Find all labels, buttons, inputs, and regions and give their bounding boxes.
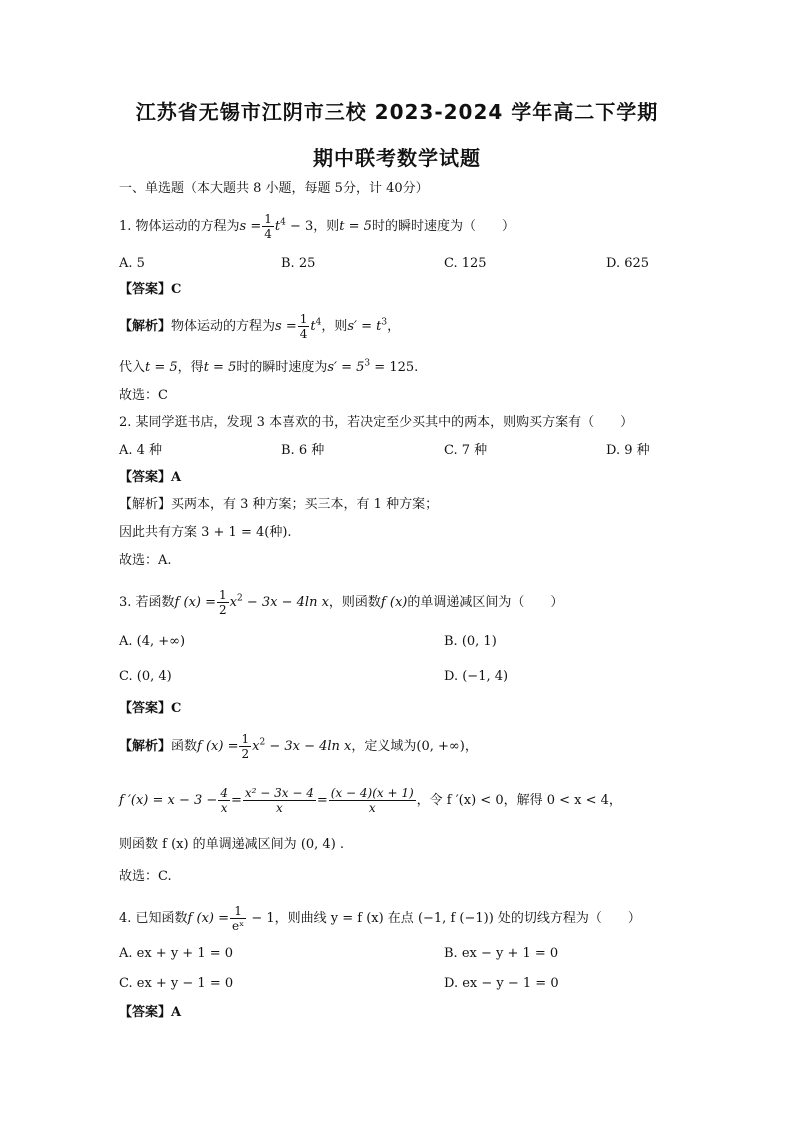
- q3-deriv-lhs: f ′(x) = x − 3 −: [119, 793, 218, 808]
- q1-analysis-label: 【解析】: [119, 319, 172, 334]
- q4-frac-num: 1: [230, 904, 246, 919]
- q1-fraction: [262, 212, 274, 241]
- q3-analysis-fx: f (x) =: [197, 739, 239, 754]
- q3-deriv-tail: ，令 f ′(x) < 0，解得 0 < x < 4，: [416, 793, 622, 808]
- q1-l2-b: t = 5: [145, 360, 178, 375]
- q3-analysis: [119, 732, 478, 761]
- q3-end: 的单调递减区间为（ ）: [407, 595, 564, 610]
- q1-stem: [119, 212, 515, 241]
- q1-s-eq: s =: [239, 219, 262, 234]
- q3-deriv-frac-1-den: x: [220, 801, 228, 815]
- q3-option-c: C. (0, 4): [119, 669, 172, 684]
- q1-analysis-pre: 物体运动的方程为: [171, 319, 276, 334]
- q1-option-d: D. 625: [606, 256, 650, 271]
- q4-fx: f (x) =: [187, 911, 229, 926]
- q1-pow: 4: [280, 217, 286, 228]
- q3-analysis-pre: 函数: [171, 739, 198, 754]
- q3-analysis-end: ，: [464, 739, 478, 754]
- q1-tail: t: [274, 219, 281, 234]
- q4-stem: [119, 904, 641, 933]
- q1-choose: 故选：C: [119, 388, 168, 403]
- q3-analysis-fraction: [239, 732, 251, 761]
- q1-t5: t = 5: [339, 219, 372, 234]
- q2-option-b: B. 6 种: [281, 443, 325, 458]
- q3-option-d: D. (−1, 4): [444, 669, 509, 684]
- q3-analysis-label: 【解析】: [119, 739, 172, 754]
- q1-l2-pow: 3: [364, 358, 371, 369]
- q1-frac-num: 1: [264, 212, 272, 226]
- q3-mid: ，则函数: [328, 595, 381, 610]
- q2-answer: 【答案】A: [119, 470, 182, 485]
- section-heading: 一、单选题（本大题共 8 小题，每题 5分，计 40分）: [119, 181, 429, 196]
- q1-frac-den: 4: [264, 227, 272, 241]
- q4-option-c: C. ex + y − 1 = 0: [119, 976, 234, 991]
- q3-fraction: [217, 588, 229, 617]
- q1-prefix: 1. 物体运动的方程为: [119, 219, 240, 234]
- q3-analysis-body: x: [252, 739, 260, 754]
- q3-body: x: [229, 595, 237, 610]
- q3-pow: 2: [236, 593, 243, 604]
- q3-option-a: A. (4, +∞): [119, 634, 186, 649]
- q2-analysis: 【解析】买两本，有 3 种方案；买三本，有 1 种方案；: [119, 497, 439, 512]
- q1-l2-a: 代入: [119, 360, 146, 375]
- q2-stem: 2. 某同学逛书店，发现 3 本喜欢的书，若决定至少买其中的两本，则购买方案有（ ）: [119, 415, 634, 430]
- q4-answer: 【答案】A: [119, 1005, 182, 1020]
- q1-option-c: C. 125: [444, 256, 487, 271]
- q3-deriv-frac-2: [243, 786, 316, 815]
- q1-option-b: B. 25: [281, 256, 316, 271]
- q3-analysis-frac-den: 2: [241, 747, 250, 761]
- q1-analysis-fraction: [298, 312, 310, 341]
- q1-analysis: [119, 312, 400, 341]
- q3-eq-1: =: [230, 793, 242, 808]
- q1-l2-f: s′ = 5: [327, 360, 365, 375]
- q3-frac-den: 2: [219, 603, 227, 617]
- q1-analysis-frac-den: 4: [299, 327, 308, 341]
- q3-analysis-frac-num: 1: [241, 732, 250, 746]
- q3-fx: f (x) =: [174, 595, 216, 610]
- q1-option-a: A. 5: [119, 256, 145, 271]
- q1-end: 时的瞬时速度为（ ）: [371, 219, 515, 234]
- q4-option-b: B. ex − y + 1 = 0: [444, 946, 559, 961]
- q4-fraction: [230, 904, 246, 933]
- q3-deriv-frac-2-num: x² − 3x − 4: [244, 786, 314, 800]
- q3-analysis-pow: 2: [259, 737, 266, 748]
- q4-rest: − 1: [247, 911, 275, 926]
- q3-option-b: B. (0, 1): [444, 634, 497, 649]
- q3-answer: 【答案】C: [119, 701, 182, 716]
- q3-deriv-frac-3-num: (x − 4)(x + 1): [330, 786, 414, 800]
- q1-analysis-end: ，: [387, 319, 401, 334]
- q3-deriv-frac-1-num: 4: [220, 786, 228, 800]
- q4-end: ，则曲线 y = f (x) 在点 (−1, f (−1)) 处的切线方程为（ ）: [274, 911, 641, 926]
- q3-analysis-mid: ，定义域为: [351, 739, 417, 754]
- q1-minus: − 3，则: [285, 219, 340, 234]
- q3-eq-2: =: [316, 793, 328, 808]
- q3-analysis-rest: − 3x − 4ln x: [265, 739, 352, 754]
- q1-l2-d: t = 5: [203, 360, 237, 375]
- q3-choose: 故选：C.: [119, 869, 172, 884]
- q1-analysis-line-2: [119, 359, 418, 377]
- q1-analysis-pow: 4: [315, 317, 322, 328]
- q1-analysis-deriv-pow: 3: [381, 317, 388, 328]
- q1-answer: 【答案】C: [119, 282, 182, 297]
- q1-l2-g: = 125.: [370, 360, 419, 375]
- q3-prefix: 3. 若函数: [119, 595, 175, 610]
- doc-title-line-1: 江苏省无锡市江阴市三校 2023-2024 学年高二下学期: [135, 100, 659, 124]
- q3-deriv-frac-3: [329, 786, 416, 815]
- q3-rest: − 3x − 4ln x: [242, 595, 329, 610]
- q3-fx2: f (x): [380, 595, 408, 610]
- q3-analysis-dom: (0, +∞): [416, 739, 465, 754]
- q1-l2-e: 时的瞬时速度为: [236, 360, 328, 375]
- q4-prefix: 4. 已知函数: [119, 911, 188, 926]
- q3-derivative-line: [119, 786, 622, 815]
- q3-deriv-frac-2-den: x: [275, 801, 283, 815]
- q2-option-c: C. 7 种: [444, 443, 488, 458]
- q1-analysis-frac-num: 1: [299, 312, 308, 326]
- q2-analysis-line-2: 因此共有方案 3 + 1 = 4(种).: [119, 525, 292, 540]
- q4-option-d: D. ex − y − 1 = 0: [444, 976, 559, 991]
- q3-deriv-frac-3-den: x: [368, 801, 376, 815]
- q1-analysis-tail: t: [310, 319, 316, 334]
- q3-analysis-line-3: 则函数 f (x) 的单调递减区间为 (0, 4) .: [119, 837, 345, 852]
- q3-deriv-frac-1: [218, 786, 230, 815]
- q2-choose: 故选：A.: [119, 553, 172, 568]
- q4-frac-den: eˣ: [232, 919, 245, 933]
- q2-option-d: D. 9 种: [606, 443, 650, 458]
- q1-analysis-deriv: s′ = t: [347, 319, 382, 334]
- q1-analysis-s-eq: s =: [275, 319, 297, 334]
- q1-l2-c: ，得: [177, 360, 204, 375]
- q4-option-a: A. ex + y + 1 = 0: [119, 946, 234, 961]
- doc-title-line-2: 期中联考数学试题: [313, 146, 481, 170]
- q1-analysis-minus: ，则: [321, 319, 348, 334]
- q3-stem: [119, 588, 563, 617]
- q3-frac-num: 1: [219, 588, 227, 602]
- q2-option-a: A. 4 种: [119, 443, 163, 458]
